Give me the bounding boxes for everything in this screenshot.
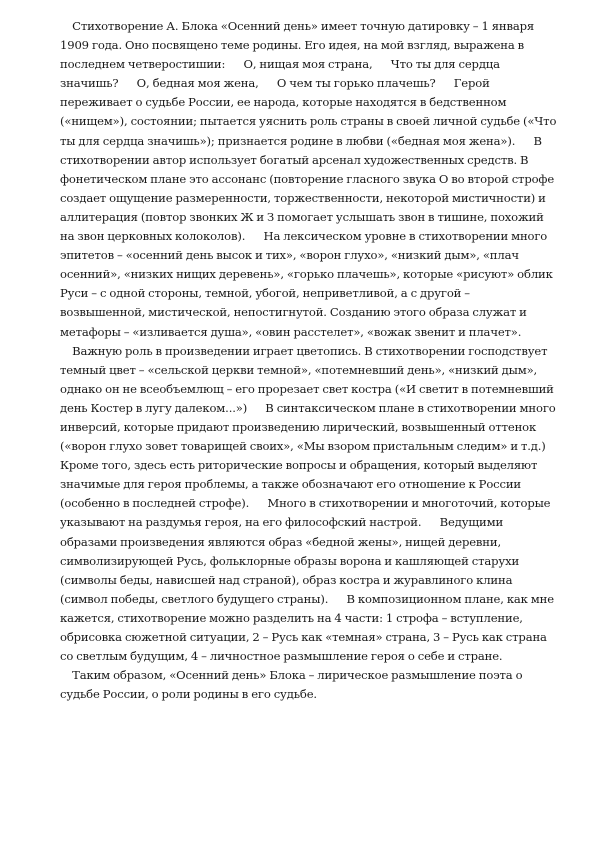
text-line: Кроме того, здесь есть риторические вопросы и обращения, который выделяют	[60, 458, 538, 473]
paragraph	[60, 666, 550, 704]
text-line: Таким образом, «Осенний день» Блока – лирическое размышление поэта о	[60, 668, 523, 683]
text-line: на звон церковных колоколов). На лексическом уровне в стихотворении много	[60, 229, 548, 244]
text-line: темный цвет – «сельской церкви темной», «потемневший день», «низкий дым»,	[60, 362, 538, 377]
text-line: Стихотворение А. Блока «Осенний день» имеет точную датировку – 1 января	[60, 19, 535, 33]
text-line: судьбе России, о роли родины в его судьбе.	[60, 687, 317, 702]
text-line: символизирующей Русь, фольклорные образы ворона и кашляющей старухи	[60, 553, 520, 568]
text-line: (символы беды, нависшей над страной), образ костра и журавлиного клина	[60, 572, 513, 587]
text-line: аллитерация (повтор звонких Ж и З помогает услышать звон в тишине, похожий	[60, 209, 544, 224]
text-line: возвышенной, мистической, непостигнутой. Созданию этого образа служат и	[60, 305, 527, 320]
text-line: кажется, стихотворение можно разделить на 4 части: 1 строфа – вступление,	[60, 610, 523, 625]
text-line: («нищем»), состоянии; пытается уяснить роль страны в своей личной судьбе («Что	[60, 114, 557, 129]
text-line: Важную роль в произведении играет цветопись. В стихотворении господствует	[60, 343, 548, 358]
text-line: (символ победы, светлого будущего страны). В композиционном плане, как мне	[60, 591, 554, 606]
text-line: ты для сердца значишь»); признается родине в любви («бедная моя жена»). В	[60, 133, 542, 148]
text-line: обрисовка сюжетной ситуации, 2 – Русь как «темная» страна, 3 – Русь как страна	[60, 630, 547, 644]
text-line: эпитетов – «осенний день высок и тих», «ворон глухо», «низкий дым», «плач	[60, 248, 519, 263]
text-line: последнем четверостишии: О, нищая моя страна, Что ты для сердца	[60, 57, 500, 72]
text-line: значишь? О, бедная моя жена, О чем ты горько плачешь? Герой	[60, 76, 490, 91]
paragraph	[60, 17, 557, 342]
text-line: 1909 года. Оно посвящено теме родины. Его идея, на мой взгляд, выражена в	[60, 38, 525, 53]
text-line: инверсий, которые придают произведению лирический, возвышенный оттенок	[60, 419, 537, 434]
text-line: указывают на раздумья героя, на его философский настрой. Ведущими	[60, 515, 504, 530]
text-line: фонетическом плане это ассонанс (повторение гласного звука О во второй строфе	[60, 171, 555, 186]
text-line: осенний», «низких нищих деревень», «горько плачешь», которые «рисуют» облик	[60, 267, 553, 282]
text-line: Руси – с одной стороны, темной, убогой, неприветливой, а с другой –	[60, 286, 470, 301]
text-line: стихотворении автор использует богатый арсенал художественных средств. В	[60, 152, 529, 167]
text-line: (особенно в последней строфе). Много в стихотворении и многоточий, которые	[60, 496, 551, 511]
text-line: метафоры – «изливается душа», «овин расстелет», «вожак звенит и плачет».	[60, 324, 522, 339]
text-line: создает ощущение размеренности, торжественности, некоторой мистичности) и	[60, 190, 546, 205]
text-line: («ворон глухо зовет товарищей своих», «Мы взором пристальным следим» и т.д.)	[60, 439, 546, 454]
essay-text	[60, 17, 557, 704]
text-line: со светлым будущим, 4 – личностное размышление героя о себе и стране.	[60, 649, 503, 664]
text-line: однако он не всеобъемлющ – его прорезает свет костра («И светит в потемневший	[60, 381, 554, 396]
text-line: переживает о судьбе России, ее народа, которые находятся в бедственном	[60, 95, 507, 110]
text-line: образами произведения являются образ «бедной жены», нищей деревни,	[60, 534, 501, 549]
text-line: день Костер в лугу далеком...») В синтаксическом плане в стихотворении много	[60, 400, 556, 415]
paragraph	[60, 342, 556, 667]
text-line: значимые для героя проблемы, а также обозначают его отношение к России	[60, 477, 521, 492]
